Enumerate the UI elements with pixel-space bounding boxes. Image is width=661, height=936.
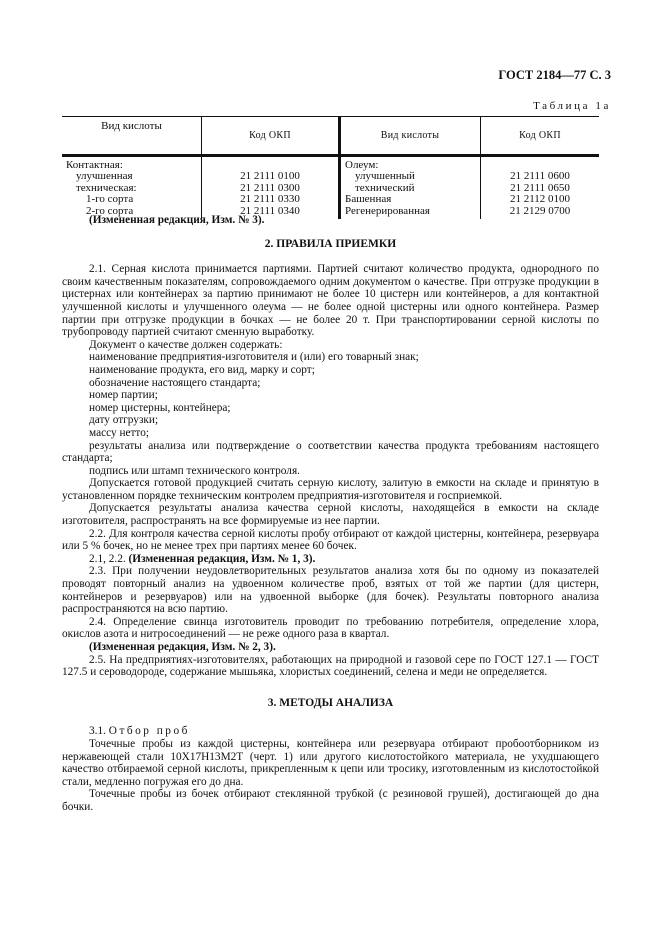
right-okp-codes [481,156,600,220]
document-body [62,214,599,814]
requirement-item: номер партии; [89,389,158,402]
okp-code-table [62,116,599,219]
requirement-item: результаты анализа или подтверждение о соответствии качества продукта требованиям настоящего стандарта; [62,439,599,465]
subsection-3-1-title [62,725,599,738]
sampling-paragraph-2: Точечные пробы из бочек отбирают стеклянной трубкой (с резиновой грушей), достигающей до дна бочки. [62,788,599,813]
table-cell: 1-го сорта [86,193,134,206]
table-cell: Олеум: [345,159,379,171]
requirement-item: дату отгрузки; [89,414,159,427]
column-header-okp-code: Код ОКП [202,117,340,156]
column-header-acid-type: Вид кислоты [62,117,202,156]
table-cell: 21 2111 0100 [240,170,300,183]
amendment-note-2-4: (Измененная редакция, Изм. № 2, 3). [89,641,276,653]
clause-2-2: 2.2. Для контроля качества серной кислоты пробу отбирают от каждой цистерны, контейнера, резервуара или 5 % бочек, но не менее трех при партиях менее 60 бочек. [62,527,599,553]
document-requirements-intro: Документ о качестве должен содержать: [89,338,283,351]
table-cell: 21 2129 0700 [509,204,571,217]
requirement-item: наименование продукта, его вид, марку и сорт; [89,363,315,376]
section-title-analysis-methods: 3. МЕТОДЫ АНАЛИЗА [267,696,394,709]
clause-2-4: 2.4. Определение свинца изготовитель проводит по требованию потребителя, определение хлора, окислов азота и нитросоединений — не реже одного раза в квартал. [62,615,599,641]
table-header-row [62,117,599,156]
amendment-clause-ref: 2.1, 2.2. [89,552,129,565]
subsection-number: 3.1. [89,725,109,738]
table-cell: 21 2111 0340 [240,204,300,217]
table-row [62,156,599,220]
requirement-item: подпись или штамп технического контроля. [89,464,300,477]
table-cell: 21 2111 0330 [240,193,300,206]
clause-2-5: 2.5. На предприятиях-изготовителях, работающих на природной и газовой сере по ГОСТ 127.1 — ГОСТ 127.5 и сероводороде, содержание мышьяка, хлористых соединений, селена и меди не определяется. [62,653,599,679]
subsection-name: Отбор проб [108,725,190,738]
table-cell: технический [355,181,415,194]
table-cell: улучшенный [355,170,415,183]
left-acid-names [62,156,202,220]
column-header-acid-type-2: Вид кислоты [340,117,481,156]
table-cell: 21 2111 0650 [510,181,570,194]
table-cell: 21 2112 0100 [509,193,571,206]
table-cell: улучшенная [76,170,133,183]
amendment-text: (Измененная редакция, Изм. № 1, 3). [128,552,316,565]
right-acid-names [340,156,481,220]
table-cell: 21 2111 0300 [240,181,300,194]
requirement-item: номер цистерны, контейнера; [89,401,231,414]
requirement-item: обозначение настоящего стандарта; [89,376,261,389]
left-okp-codes [202,156,340,220]
table-cell: 2-го сорта [86,204,134,217]
amendment-note-2-1-2-2 [62,553,599,566]
table-label: Таблица 1а [533,100,611,112]
requirement-item: массу нетто; [89,426,150,439]
allowance-paragraph-1: Допускается готовой продукцией считать серную кислоту, залитую в емкости на складе и принятую в установленном порядке техническим контролем предприятия-изготовителя и госприемкой. [62,477,599,502]
sampling-paragraph-1: Точечные пробы из каждой цистерны, контейнера или резервуара отбирают пробоотборником из нержавеющей стали 10Х17Н13М2Т (черт. 1) или другого кислотостойкого материала, не ухудшающего качество отбираемой серной кислоты, прикрепленным к цепи или тросику, изготовленным из кислотостойкой стали, медленно погружая его до дна. [62,737,599,788]
clause-2-3: 2.3. При получении неудовлетворительных результатов анализа хотя бы по одному из показателей проводят повторный анализ на удвоенном количестве проб, взятых от той же партии (для цистерн, контейнеров и резервуаров) или на удвоенной выборке (для бочек). Результаты повторного анализа распространяются на всю партию. [62,565,599,616]
amendment-note: (Измененная редакция, Изм. № 3). [89,214,265,226]
clause-2-1: 2.1. Серная кислота принимается партиями. Партией считают количество продукта, однородного по своим качественным показателям, сопровождаемого одним документом о качестве. При отгрузке продукции в цистернах или контейнерах за партию принимают не более 10 цистерн или контейнеров, а для контактной улучшенной кислоты и улучшенного олеума — не более одной цистерны или одного контейнера. Размер партии при отгрузке продукции в бочках — не более 20 т. При транспортировании серной кислоты по трубопроводу партией считают сменную выработку. [62,263,599,339]
table-cell: Контактная: [66,159,123,171]
section-title-acceptance-rules: 2. ПРАВИЛА ПРИЕМКИ [264,237,397,250]
table-cell: 21 2111 0600 [510,170,570,183]
allowance-paragraph-2: Допускается результаты анализа качества серной кислоты, находящейся в емкости на складе изготовителя, распространять на все формируемые из нее партии. [62,502,599,528]
table-cell: техническая: [76,181,137,194]
column-header-okp-code-2: Код ОКП [481,117,600,156]
table-cell: Регенерированная [345,204,430,217]
document-header: ГОСТ 2184—77 С. 3 [498,68,611,82]
requirement-item: наименование предприятия-изготовителя и (или) его товарный знак; [89,351,419,364]
table-cell: Башенная [345,193,392,206]
